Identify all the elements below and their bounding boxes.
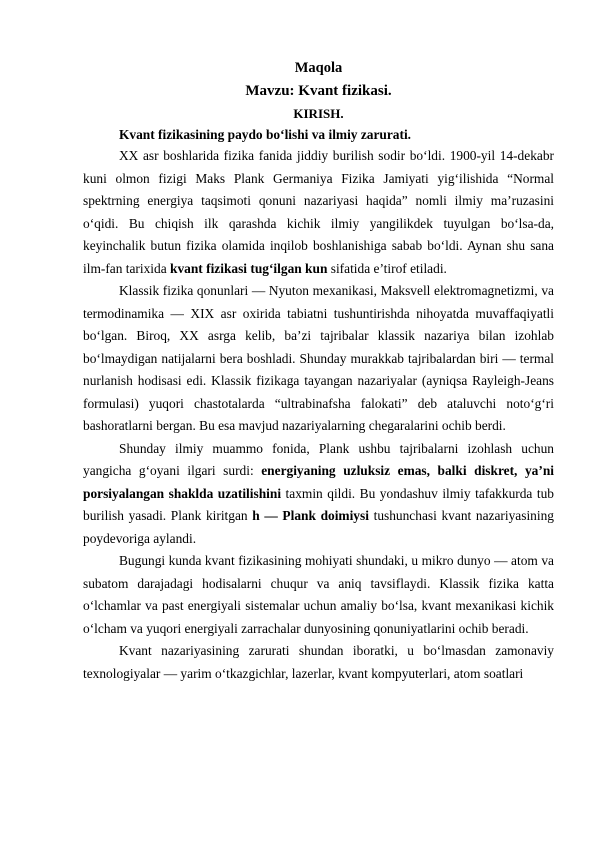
paragraph-4: Bugungi kunda kvant fizikasining mohiyati shundaki, u mikro dunyo — atom va subatom darajadagi hodisalarni chuqur va aniq tavsiflaydi. Klassik fizika katta o‘lchamlar va past energiyali sistemalar uchun amaliy bo‘lsa, kvant mexanikasi kichik o‘lcham va yuqori energiyali zarrachalar dunyosining qonuniyatlarini ochib beradi. bbox=[83, 553, 554, 636]
paragraph-3-text: Shunday ilmiy muammo fonida, Plank ushbu tajribalarni izohlash uchun yangicha g‘oyani ilgari surdi: bbox=[83, 440, 554, 478]
paragraph-2: Klassik fizika qonunlari — Nyuton mexanikasi, Maksvell elektromagnetizmi, va termodinamika — XIX asr oxirida tabiatni tushuntirishda nihoyatda muvaffaqiyatli bo‘lgan. Biroq, XX asrga kelib, ba’zi tajribalar klassik nazariya bilan izohlab bo‘lmaydigan natijalarni bera boshladi. Shunday murakkab tajribalardan biri — termal nurlanish hodisasi edi. Klassik fizikaga tayangan nazariyalar (ayniqsa Rayleigh-Jeans formulasi) yuqori chastotalarda “ultrabinafsha falokati” deb ataluvchi noto‘g‘ri bashoratlarni bergan. Bu esa mavjud nazariyalarning chegaralarini ochib berdi. bbox=[83, 283, 554, 433]
paragraph-3-bold-1: energiyaning uzluksiz emas, balki diskret, ya’ni porsiyalangan shaklda uzatilishini bbox=[83, 463, 554, 501]
paragraph-3 bbox=[83, 438, 554, 551]
intro-heading: KIRISH. bbox=[293, 106, 344, 121]
paragraph-1-bold: kvant fizikasi tug‘ilgan kun bbox=[170, 260, 328, 276]
paragraph-1-tail: sifatida e’tirof etiladi. bbox=[327, 260, 447, 276]
paragraph-1 bbox=[83, 145, 554, 280]
paragraph-3-tail: tushunchasi kvant nazariyasining poydevoriga aylandi. bbox=[83, 508, 554, 546]
doc-topic: Mavzu: Kvant fizikasi. bbox=[245, 83, 392, 99]
doc-label: Maqola bbox=[294, 60, 343, 76]
paragraph-3-bold-2: h — Plank doimiysi bbox=[252, 508, 369, 523]
paragraph-5: Kvant nazariyasining zarurati shundan iboratki, u bo‘lmasdan zamonaviy texnologiyalar — yarim o‘tkazgichlar, lazerlar, kvant kompyuterlari, atom soatlari bbox=[83, 643, 554, 681]
paragraph-3-mid: taxmin qildi. Bu yondashuv ilmiy tafakkurda tub burilish yasadi. Plank kiritgan bbox=[83, 485, 554, 523]
section-heading: Kvant fizikasining paydo bo‘lishi va ilmiy zarurati. bbox=[119, 127, 412, 142]
paragraph-1-text: XX asr boshlarida fizika fanida jiddiy burilish sodir bo‘ldi. 1900-yil 14-dekabr kuni olmon fizigi Maks Plank Germaniya Fizika Jamiyati yig‘ilishida “Normal spektrning energiya taqsimoti qonuni nazariyasi haqida” nomli ilmiy ma’ruzasini o‘qidi. Bu chiqish ilk qarashda kichik ilmiy yangilikdek tuyulgan bo‘lsa-da, keyinchalik butun fizika olamida inqilob boshlanishiga sabab bo‘ldi. Aynan shu sana ilm-fan tarixida bbox=[83, 148, 554, 276]
